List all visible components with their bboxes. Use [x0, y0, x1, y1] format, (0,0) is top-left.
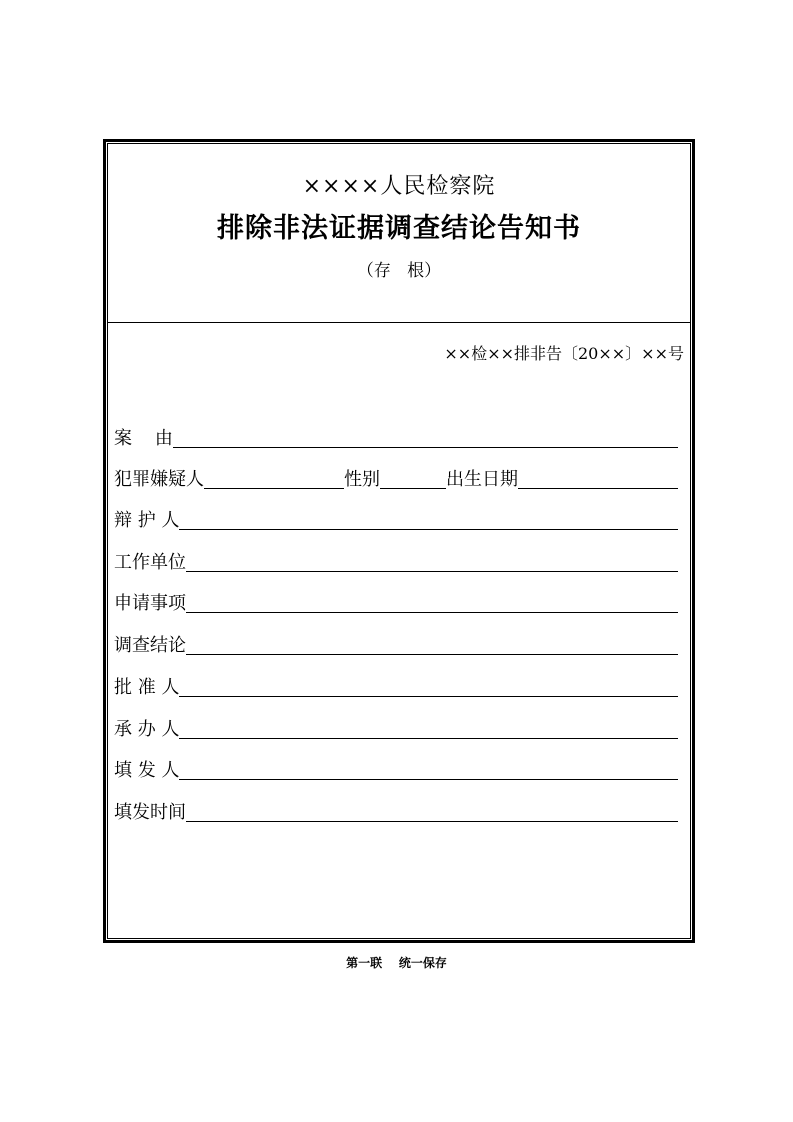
field-investigation-conclusion	[114, 632, 678, 658]
application-matter-line[interactable]	[186, 592, 678, 613]
birth-date-line[interactable]	[518, 468, 678, 489]
gender-line[interactable]	[380, 468, 446, 489]
defender-line[interactable]	[179, 509, 678, 530]
field-handler	[114, 716, 678, 742]
procuratorate-name: ××××人民检察院	[302, 174, 496, 199]
field-work-unit	[114, 549, 678, 575]
header-divider	[107, 322, 691, 323]
investigation-conclusion-label: 调查结论	[114, 635, 186, 656]
application-matter-label: 申请事项	[114, 593, 186, 614]
defender-label: 辩 护 人	[114, 510, 180, 531]
gender-label: 性别	[344, 469, 380, 490]
work-unit-label: 工作单位	[114, 552, 186, 573]
field-application-matter	[114, 590, 678, 616]
issuer-line[interactable]	[179, 759, 678, 780]
document-number: ××检××排非告〔20××〕××号	[444, 344, 684, 363]
case-cause-label: 案 由	[114, 428, 173, 449]
stub-subtitle: （存 根）	[356, 261, 442, 281]
issue-time-line[interactable]	[186, 801, 678, 822]
work-unit-line[interactable]	[186, 551, 678, 572]
document-title: 排除非法证据调查结论告知书	[217, 213, 581, 244]
field-case-cause	[114, 425, 678, 451]
suspect-line[interactable]	[204, 468, 344, 489]
approver-line[interactable]	[179, 676, 678, 697]
approver-label: 批 准 人	[114, 677, 180, 698]
birth-date-label: 出生日期	[446, 469, 518, 490]
handler-line[interactable]	[179, 718, 678, 739]
suspect-label: 犯罪嫌疑人	[114, 469, 204, 490]
case-cause-line[interactable]	[173, 427, 678, 448]
field-approver	[114, 674, 678, 700]
handler-label: 承 办 人	[114, 719, 180, 740]
issuer-label: 填 发 人	[114, 760, 180, 781]
field-defender	[114, 507, 678, 533]
issue-time-label: 填发时间	[114, 802, 186, 823]
copy-note: 第一联 统一保存	[346, 956, 447, 970]
field-suspect-row	[114, 466, 678, 492]
field-issue-time	[114, 799, 678, 825]
investigation-conclusion-line[interactable]	[186, 634, 678, 655]
field-issuer	[114, 757, 678, 783]
